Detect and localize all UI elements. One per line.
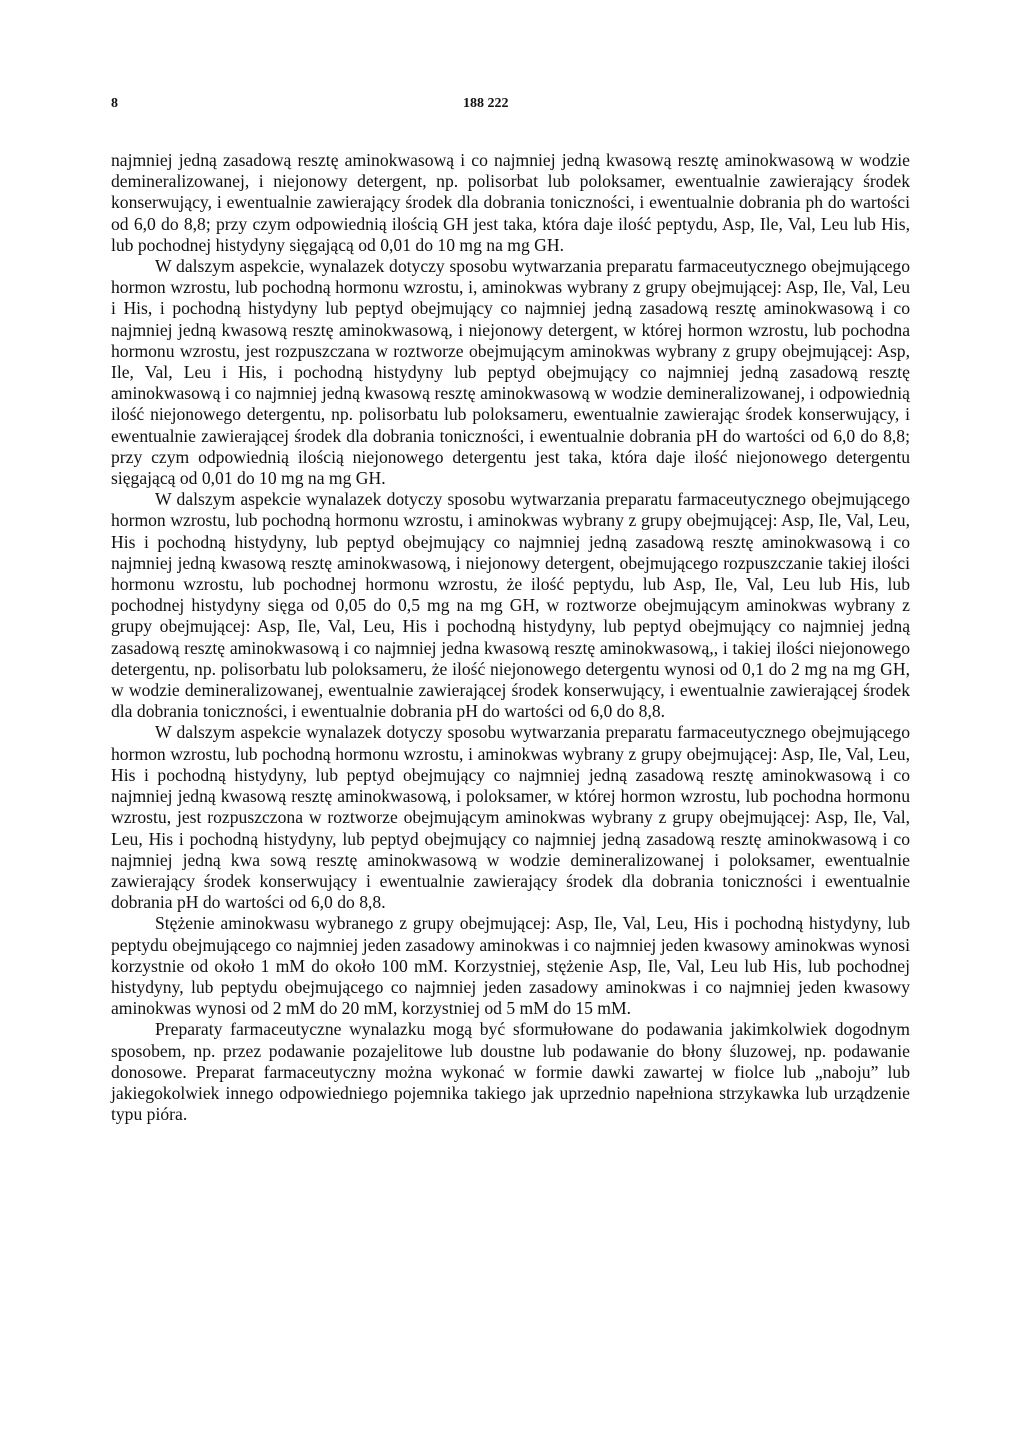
paragraph: W dalszym aspekcie wynalazek dotyczy sposobu wytwarzania preparatu farmaceutycznego obejmującego hormon wzrostu, lub pochodną hormonu wzrostu, i aminokwas wybrany z grupy obejmującej: Asp, Ile, Val, Leu, His i pochodną histydyny, lub peptyd obejmujący co najmniej jedną zasadową resztę aminokwasową i co najmniej jedną kwasową resztę aminokwasową, i niejonowy detergent, obejmującego rozpuszczanie takiej ilości hormonu wzrostu, lub pochodnej hormonu wzrostu, że ilość peptydu, lub Asp, Ile, Val, Leu lub His, lub pochodnej histydyny sięga od 0,05 do 0,5 mg na mg GH, w roztworze obejmującym aminokwas wybrany z grupy obejmującej: Asp, Ile, Val, Leu, His i pochodną histydyny, lub peptyd obejmujący co najmniej jedną zasadową resztę aminokwasową i co najmniej jedna kwasową resztę aminokwasową,, i takiej ilości niejonowego detergentu, np. polisorbatu lub poloksameru, że ilość niejonowego detergentu wynosi od 0,1 do 2 mg na mg GH, w wodzie demineralizowanej, ewentualnie zawierającej środek konserwujący, i ewentualnie zawierającej środek dla dobrania toniczności, i ewentualnie dobrania pH do wartości od 6,0 do 8,8.	[111, 489, 910, 722]
paragraph: Stężenie aminokwasu wybranego z grupy obejmującej: Asp, Ile, Val, Leu, His i pochodną histydyny, lub peptydu obejmującego co najmniej jeden zasadowy aminokwas i co najmniej jeden kwasowy aminokwas wynosi korzystnie od około 1 mM do około 100 mM. Korzystniej, stężenie Asp, Ile, Val, Leu lub His, lub pochodnej histydyny, lub peptydu obejmującego co najmniej jeden zasadowy aminokwas i co najmniej jeden kwasowy aminokwas wynosi od 2 mM do 20 mM, korzystniej od 5 mM do 15 mM.	[111, 913, 910, 1019]
page-header	[111, 96, 911, 120]
document-body	[111, 150, 910, 1125]
paragraph: Preparaty farmaceutyczne wynalazku mogą być sformułowane do podawania jakimkolwiek dogodnym sposobem, np. przez podawanie pozajelitowe lub doustne lub podawanie do błony śluzowej, np. podawanie donosowe. Preparat farmaceutyczny można wykonać w formie dawki zawartej w fiolce lub „naboju” lub jakiegokolwiek innego odpowiedniego pojemnika takiego jak uprzednio napełniona strzykawka lub urządzenie typu pióra.	[111, 1019, 910, 1125]
paragraph: najmniej jedną zasadową resztę aminokwasową i co najmniej jedną kwasową resztę aminokwasową w wodzie demineralizowanej, i niejonowy detergent, np. polisorbat lub poloksamer, ewentualnie zawierający środek konserwujący, i ewentualnie zawierający środek dla dobrania toniczności, i ewentualnie dobrania ph do wartości od 6,0 do 8,8; przy czym odpowiednią ilością GH jest taka, która daje ilość peptydu, Asp, Ile, Val, Leu lub His, lub pochodnej histydyny sięgającą od 0,01 do 10 mg na mg GH.	[111, 150, 910, 255]
page-number: 8	[111, 96, 118, 111]
paragraph: W dalszym aspekcie wynalazek dotyczy sposobu wytwarzania preparatu farmaceutycznego obejmującego hormon wzrostu, lub pochodną hormonu wzrostu, i aminokwas wybrany z grupy obejmującej: Asp, Ile, Val, Leu, His i pochodną histydyny, lub peptyd obejmujący co najmniej jedną zasadową resztę aminokwasową i co najmniej jedną kwasową resztę aminokwasową, i poloksamer, w której hormon wzrostu, lub pochodna hormonu wzrostu, jest rozpuszczona w roztworze obejmującym aminokwas wybrany z grupy obejmującej: Asp, Ile, Val, Leu, His i pochodną histydyny, lub peptyd obejmujący co najmniej jedną zasadową resztę aminokwasową i co najmniej jedną kwa sową resztę aminokwasową w wodzie demineralizowanej i poloksamer, ewentualnie zawierający środek konserwujący i ewentualnie zawierający środek dla dobrania toniczności i ewentualnie dobrania pH do wartości od 6,0 do 8,8.	[111, 722, 910, 913]
patent-number: 188 222	[463, 96, 509, 111]
paragraph: W dalszym aspekcie, wynalazek dotyczy sposobu wytwarzania preparatu farmaceutycznego obejmującego hormon wzrostu, lub pochodną hormonu wzrostu, i, aminokwas wybrany z grupy obejmującej: Asp, Ile, Val, Leu i His, i pochodną histydyny lub peptyd obejmujący co najmniej jedną zasadową resztę aminokwasową i co najmniej jedną kwasową resztę aminokwasową, i niejonowy detergent, w której hormon wzrostu, lub pochodna hormonu wzrostu, jest rozpuszczana w roztworze obejmującym aminokwas wybrany z grupy obejmującej: Asp, Ile, Val, Leu i His, i pochodną histydyny lub peptyd obejmujący co najmniej jedną zasadową resztę aminokwasową i co najmniej jedną kwasową resztę aminokwasową w wodzie demineralizowanej, i odpowiednią ilość niejonowego detergentu, np. polisorbatu lub poloksameru, ewentualnie zawierając środek konserwujący, i ewentualnie zawierającej środek dla dobrania toniczności, i ewentualnie dobrania pH do wartości od 6,0 do 8,8; przy czym odpowiednią ilością niejonowego detergentu jest taka, która daje ilość niejonowego detergentu sięgającą od 0,01 do 10 mg na mg GH.	[111, 256, 910, 489]
